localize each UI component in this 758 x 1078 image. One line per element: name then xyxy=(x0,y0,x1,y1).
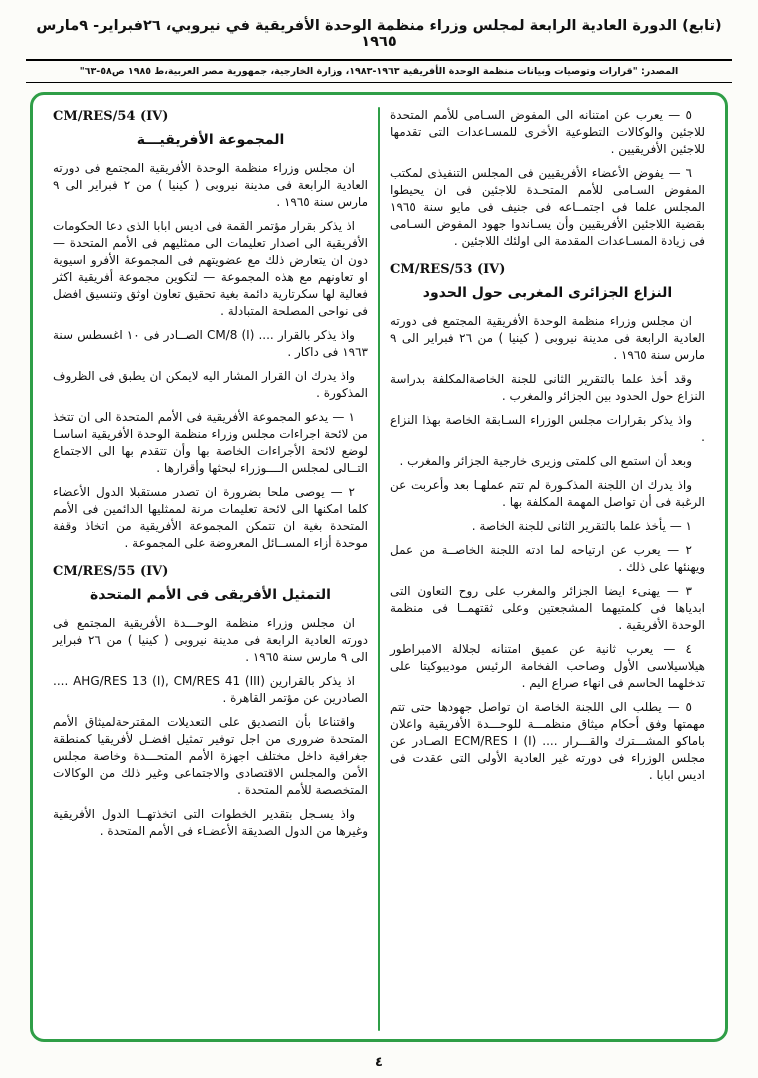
content-box xyxy=(30,92,728,1042)
paragraph: واذ يدرك ان القرار المشار اليه لايمكن ان يطبق فى الظروف المذكورة . xyxy=(53,369,368,400)
paragraph: ٤ — يعرب ثانية عن عميق امتنانه لجلالة الامبراطور هيلاسيلاسى الأول وصاحب الفخامة الرئيس موديبوكيتا على تدخلهما الحاسم فى انهاء صراع اليم . xyxy=(390,642,705,690)
paragraph: واذ يذكر بقرارات مجلس الوزراء السـابقة الخاصة بهذا النزاع . xyxy=(390,413,705,444)
paragraph: ٢ — يعرب عن ارتياحه لما ادته اللجنة الخاصــة من عمل ويهنئها على ذلك . xyxy=(390,543,705,574)
paragraph: وقد أخذ علما بالتقرير الثانى للجنة الخاصةالمكلفة بدراسة النزاع حول الحدود بين الجزائر والمغرب . xyxy=(390,372,705,403)
paragraph: واذ يدرك ان اللجنة المذكـورة لم تتم عملهـا بعد وأعربت عن الرغبة فى أن تواصل المهمة المكلفة بها . xyxy=(390,478,705,509)
section-heading: المجموعة الأفريقيـــة xyxy=(136,132,285,148)
paragraph: ان مجلس وزراء منظمة الوحـــدة الأفريقية المجتمع فى دورته العادية الرابعة فى مدينة نيروبى ( كينيا ) من ٢٦ فبراير الى ٩ مارس سنة ١٩٦٥ . xyxy=(53,616,369,664)
column-right xyxy=(380,107,715,1031)
resolution-code: CM/RES/53 (IV) xyxy=(390,262,506,277)
paragraph: ٣ — يهنىء ايضا الجزائر والمغرب على روح التعاون التى ابدياها فى كلمتيهما المشجعتين وعلى ثقتهمــا فى منظمة الوحدة الأفريقية . xyxy=(390,584,705,632)
paragraph: واقتناعا بأن التصديق على التعديلات المقترحةلميثاق الأمم المتحدة ضرورى من اجل توفير تمثيل افضـل لأفريقيا كمنطقة جغرافية داخل مختلف اجهزة الأمم المتحـــدة وخاصة مجلس الأمن والمجلس الاقتصادى والاجتماعى وغير ذلك من الوكالات المتخصصة للأمم المتحدة . xyxy=(53,715,368,797)
column-left xyxy=(43,107,378,1031)
paragraph: ٥ — يعرب عن امتنانه الى المفوض السـامى للأمم المتحدة للاجئين والوكالات التطوعية الأخرى للمسـاعدات التى تقدمها للاجئين الأفريقيين . xyxy=(390,108,705,156)
paragraph: ٢ — يوصى ملحا بضرورة ان تصدر مستقبلا الدول الأعضاء كلما امكنها الى لائحة تعليمات مرنة لممثليها الدائمين فى الأمم المتحدة بغية ان تتمكن المجموعة الأفريقية من اتخاذ وقفة موحدة أزاء المســائل المعروضة على المجموعة . xyxy=(53,485,368,550)
header-rule-thin xyxy=(26,82,732,83)
paragraph: ١ — يدعو المجموعة الأفريقية فى الأمم المتحدة الى ان تتخذ من لائحة اجراءات مجلس وزراء منظمة الوحدة الأفريقية اساسـا لوضع لائحة الأجراءات الخاصة بها وأن تتقدم بها الى الاجتماع التــالى لمجلس الــــوزراء لبحثها وأقرارها . xyxy=(53,410,368,475)
paragraph: ١ — يأخذ علما بالتقرير الثانى للجنة الخاصة . xyxy=(471,519,692,533)
header-title: (تابع) الدورة العادية الرابعة لمجلس وزراء منظمة الوحدة الأفريقية في نيروبي، ٢٦فبراير- ٩مارس ١٩٦٥ xyxy=(36,18,722,50)
paragraph: واذ يسـجل بتقدير الخطوات التى اتخذتهــا الدول الأفريقية وغيرها من الدول الصديقة الأعضـاء فى الأمم المتحدة . xyxy=(53,807,368,838)
section-heading: النزاع الجزائرى المغربى حول الحدود xyxy=(422,285,673,301)
page-header xyxy=(0,0,758,83)
column-separator xyxy=(378,107,380,1031)
resolution-code: CM/RES/54 (IV) xyxy=(53,109,169,124)
section-heading: التمثيل الأفريقى فى الأمم المتحدة xyxy=(90,587,331,603)
resolution-code: CM/RES/55 (IV) xyxy=(53,564,169,579)
paragraph: اذ يذكر بالقرارين AHG/RES 13 (I), CM/RES 41 (III) .... الصادرين عن مؤتمر القاهرة . xyxy=(53,674,368,705)
paragraph: اذ يذكر بقرار مؤتمر القمة فى اديس ابابا الذى دعا الحكومات الأفريقية الى اصدار تعليمات الى ممثليهم فى الأمم المتحدة — دون ان يتعارض ذلك مع عضويتهم فى المجموعة الأفرو اسيوية او تعاونهم مع هذه المجموعة — لتكوين مجموعة أفريقية اكثر فعالية لها سكرتارية دائمة بغية تحقيق تعاون اوثق وتنسيق افضل فى نواحى المصلحة المتبادلة . xyxy=(53,219,368,318)
paragraph: وبعد أن استمع الى كلمتى وزيرى خارجية الجزائر والمغرب . xyxy=(399,454,692,468)
paragraph: ان مجلس وزراء منظمة الوحدة الأفريقية المجتمع فى دورته العادية الرابعة فى مدينة نيروبى ( كينيا ) من ٢ فبراير الى ٩ مارس سنة ١٩٦٥ . xyxy=(53,161,368,209)
page-number: ٤ xyxy=(375,1055,383,1070)
paragraph: ان مجلس وزراء منظمة الوحدة الأفريقية المجتمع فى دورته العادية الرابعة فى مدينة نيروبى ( كينيا ) من ٢٦ فبراير الى ٩ مارس سنة ١٩٦٥ . xyxy=(390,314,705,362)
header-rule-thick xyxy=(26,59,732,61)
source-line: المصدر: "قرارات وتوصيات وبيانات منظمة الوحدة الأفريقية ١٩٦٣-١٩٨٣، وزارة الخارجية، جمهورية مصر العربية،ط ١٩٨٥ ص٥٨-٦٣" xyxy=(79,66,679,77)
paragraph: ٥ — يطلب الى اللجنة الخاصة ان تواصل جهودها حتى تتم مهمتها وفق أحكام ميثاق منظمـــة للوحـــدة الأفريقية واعلان باماكو المشـــترك والقـــرار .... ECM/RES I (I) الصـادر عن مجلس الوزراء فى دورته غير العادية الأولى التى عقدت فى اديس ابابا . xyxy=(390,700,705,782)
paragraph: ٦ — يفوض الأعضاء الأفريقيين فى المجلس التنفيذى لمكتب المفوض السـامى للأمم المتحـدة للاجئين فى ان يحيطوا المجلس علما فى اجتمــاعه فى جنيف فى مايو سنة ١٩٦٥ بقضية اللاجئين الأفريقيين وأن يسـاندوا جهود المفوض السـامى فى زيادة المسـاعدات المقدمة الى اولئك اللاجئين . xyxy=(390,166,705,248)
paragraph: واذ يذكر بالقرار .... CM/8 (I) الصــادر فى ١٠ اغسطس سنة ١٩٦٣ فى داكار . xyxy=(53,328,368,359)
